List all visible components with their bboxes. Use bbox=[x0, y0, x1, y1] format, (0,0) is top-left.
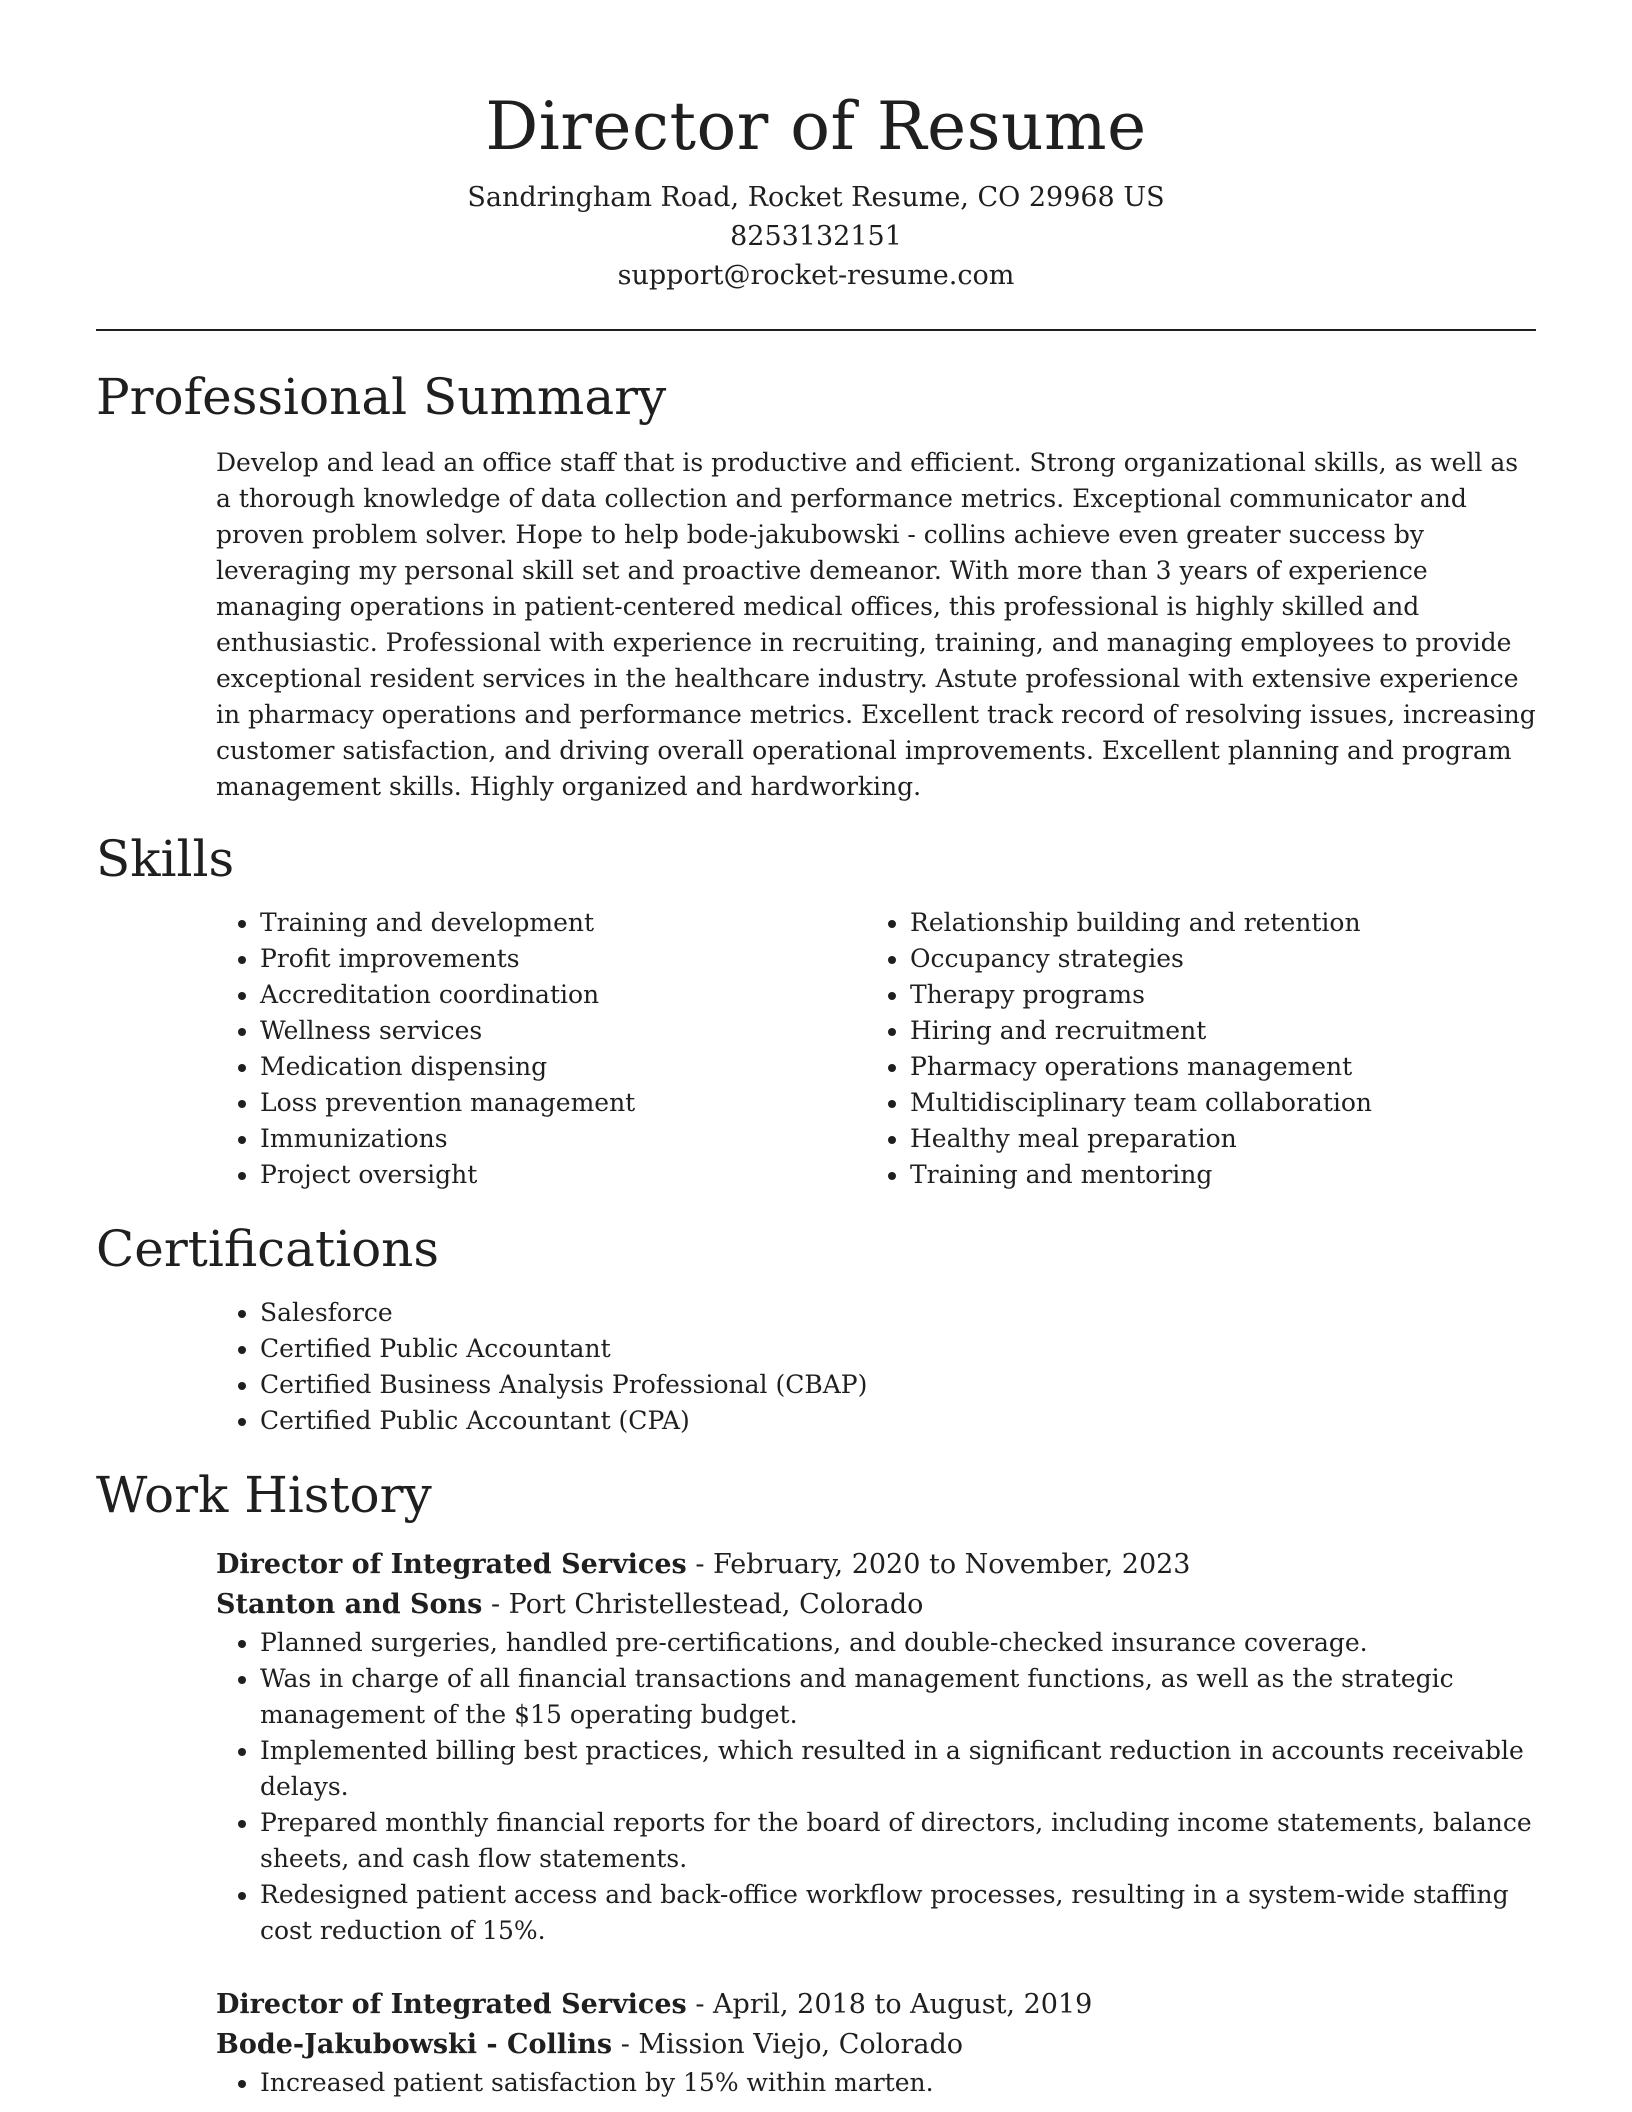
job-separator: - bbox=[686, 1549, 714, 1580]
certification-item: • Salesforce bbox=[260, 1295, 1536, 1331]
job-entry bbox=[216, 1545, 1536, 1949]
job-location: Mission Viejo, Colorado bbox=[638, 2029, 964, 2060]
contact-phone: 8253132151 bbox=[730, 221, 902, 252]
skill-item: • Wellness services bbox=[260, 1013, 866, 1049]
certification-item: • Certified Public Accountant (CPA) bbox=[260, 1403, 1536, 1439]
job-bullet: • Prepared monthly financial reports for the board of directors, including income statements, balance sheets, and cash flow statements. bbox=[260, 1805, 1536, 1877]
work-history-heading: Work History bbox=[96, 1466, 432, 1524]
skill-item: • Project oversight bbox=[260, 1157, 866, 1193]
certifications-section bbox=[216, 1295, 1536, 1439]
job-separator: - bbox=[482, 1589, 509, 1620]
job-title-line bbox=[216, 1545, 1536, 1585]
job-role: Director of Integrated Services bbox=[216, 1549, 687, 1580]
skill-item: • Training and mentoring bbox=[910, 1157, 1516, 1193]
job-company-line bbox=[216, 2025, 1536, 2065]
skill-item: • Multidisciplinary team collaboration bbox=[910, 1085, 1516, 1121]
skill-item: • Healthy meal preparation bbox=[910, 1121, 1516, 1157]
resume-name: Director of Resume bbox=[485, 88, 1147, 165]
skill-item: • Loss prevention management bbox=[260, 1085, 866, 1121]
skill-item: • Training and development bbox=[260, 905, 866, 941]
contact-address: Sandringham Road, Rocket Resume, CO 29968 US bbox=[467, 182, 1165, 213]
skill-item: • Immunizations bbox=[260, 1121, 866, 1157]
contact-email[interactable]: support@rocket-resume.com bbox=[617, 260, 1015, 291]
skills-section bbox=[216, 905, 1536, 1193]
certification-item: • Certified Business Analysis Professional (CBAP) bbox=[260, 1367, 1536, 1403]
job-bullet: • Was in charge of all financial transactions and management functions, as well as the strategic management of the $15 operating budget. bbox=[260, 1661, 1536, 1733]
job-company: Stanton and Sons bbox=[216, 1589, 483, 1620]
job-bullet: • Implemented billing best practices, which resulted in a significant reduction in accounts receivable delays. bbox=[260, 1733, 1536, 1805]
job-role: Director of Integrated Services bbox=[216, 1989, 687, 2020]
job-bullet: • Redesigned patient access and back-office workflow processes, resulting in a system-wide staffing cost reduction of 15%. bbox=[260, 1877, 1536, 1949]
job-entry bbox=[216, 1985, 1536, 2101]
job-location: Port Christellestead, Colorado bbox=[508, 1589, 924, 1620]
contact-info bbox=[96, 178, 1536, 295]
resume-page bbox=[96, 0, 1536, 2101]
skill-item: • Medication dispensing bbox=[260, 1049, 866, 1085]
skill-item: • Accreditation coordination bbox=[260, 977, 866, 1013]
skill-item: • Hiring and recruitment bbox=[910, 1013, 1516, 1049]
skill-item: • Pharmacy operations management bbox=[910, 1049, 1516, 1085]
job-dates: April, 2018 to August, 2019 bbox=[713, 1989, 1093, 2020]
work-history-section bbox=[216, 1545, 1536, 2101]
certifications-list bbox=[216, 1295, 1536, 1439]
header-divider bbox=[96, 329, 1536, 331]
skills-column-right bbox=[866, 905, 1516, 1193]
summary-heading: Professional Summary bbox=[96, 368, 667, 426]
certifications-heading: Certifications bbox=[96, 1220, 440, 1278]
skill-item: • Relationship building and retention bbox=[910, 905, 1516, 941]
resume-header bbox=[96, 0, 1536, 295]
job-bullet: • Planned surgeries, handled pre-certifications, and double-checked insurance coverage. bbox=[260, 1625, 1536, 1661]
summary-text: Develop and lead an office staff that is productive and efficient. Strong organizational skills, as well as a thorough knowledge of data collection and performance metrics. Exceptional communicator and proven problem solver. Hope to help bode-jakubowski - collins achieve even greater success by leveraging my personal skill set and proactive demeanor. With more than 3 years of experience managing operations in patient-centered medical offices, this professional is highly skilled and enthusiastic. Professional with experience in recruiting, training, and managing employees to provide exceptional resident services in the healthcare industry. Astute professional with extensive experience in pharmacy operations and performance metrics. Excellent track record of resolving issues, increasing customer satisfaction, and driving overall operational improvements. Excellent planning and program management skills. Highly organized and hardworking. bbox=[216, 448, 1536, 801]
summary-section bbox=[216, 445, 1536, 805]
skills-column-left bbox=[216, 905, 866, 1193]
job-bullet-list bbox=[216, 2065, 1536, 2101]
skill-item: • Occupancy strategies bbox=[910, 941, 1516, 977]
job-separator: - bbox=[612, 2029, 639, 2060]
job-title-line bbox=[216, 1985, 1536, 2025]
certification-item: • Certified Public Accountant bbox=[260, 1331, 1536, 1367]
job-separator: - bbox=[686, 1989, 714, 2020]
skills-heading: Skills bbox=[96, 830, 235, 888]
job-dates: February, 2020 to November, 2023 bbox=[713, 1549, 1191, 1580]
skill-item: • Therapy programs bbox=[910, 977, 1516, 1013]
job-bullet: • Increased patient satisfaction by 15% within marten. bbox=[260, 2065, 1536, 2101]
skills-list-left bbox=[216, 905, 866, 1193]
job-company: Bode-Jakubowski - Collins bbox=[216, 2029, 613, 2060]
job-bullet-list bbox=[216, 1625, 1536, 1949]
skills-list-right bbox=[866, 905, 1516, 1193]
job-company-line bbox=[216, 1585, 1536, 1625]
skill-item: • Profit improvements bbox=[260, 941, 866, 977]
